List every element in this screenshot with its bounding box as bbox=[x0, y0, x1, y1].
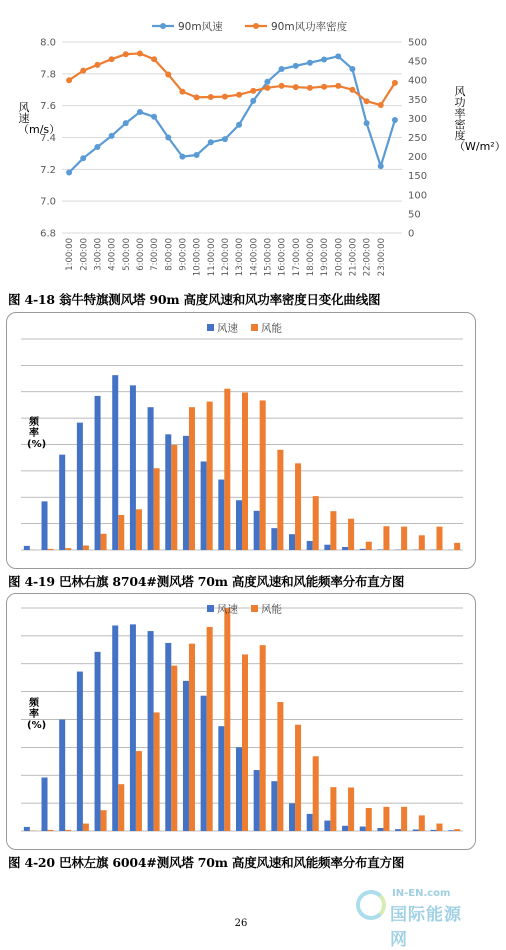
figure-caption: 图 4-18 翁牛特旗测风塔 90m 高度风速和风功率密度日变化曲线图 bbox=[8, 290, 380, 308]
watermark-en: IN-EN.com bbox=[392, 888, 450, 899]
bar-wind-energy bbox=[224, 608, 230, 831]
bar-wind-energy bbox=[260, 400, 266, 550]
y-tick-label-right: 50 bbox=[408, 209, 421, 220]
bar-wind-speed bbox=[430, 830, 436, 831]
legend-swatch bbox=[207, 324, 214, 331]
legend-label: 风能 bbox=[261, 603, 282, 616]
x-tick-label: 3:00:00 bbox=[93, 238, 103, 271]
legend-marker bbox=[160, 23, 166, 29]
bar-wind-energy bbox=[366, 542, 372, 550]
bar-wind-energy bbox=[313, 496, 319, 550]
bar-wind-energy bbox=[295, 463, 301, 550]
bar-wind-speed bbox=[448, 830, 454, 831]
bar-wind-speed bbox=[112, 625, 118, 831]
figure-caption: 图 4-20 巴林左旗 6004#测风塔 70m 高度风速和风能频率分布直方图 bbox=[8, 853, 404, 871]
data-point bbox=[335, 83, 341, 89]
bar-wind-energy bbox=[118, 515, 124, 550]
y-tick-label-left: 7.4 bbox=[40, 133, 56, 144]
histogram-chart bbox=[7, 594, 477, 851]
page-number: 26 bbox=[0, 918, 482, 929]
bar-wind-speed bbox=[59, 720, 65, 832]
data-point bbox=[236, 122, 242, 128]
bar-wind-speed bbox=[130, 385, 136, 550]
bar-wind-speed bbox=[289, 534, 295, 550]
data-point bbox=[222, 94, 228, 100]
y-tick-label-right: 400 bbox=[408, 76, 427, 87]
bar-wind-energy bbox=[171, 666, 177, 831]
data-point bbox=[279, 66, 285, 72]
bar-wind-speed bbox=[307, 814, 313, 831]
bar-wind-speed bbox=[201, 696, 207, 831]
watermark-logo bbox=[356, 886, 478, 928]
data-point bbox=[151, 114, 157, 120]
bar-wind-speed bbox=[24, 546, 30, 550]
data-point bbox=[194, 94, 200, 100]
bar-wind-speed bbox=[201, 461, 207, 550]
bar-wind-energy bbox=[154, 712, 160, 831]
bar-wind-energy bbox=[65, 830, 71, 831]
figure-caption: 图 4-19 巴林右旗 8704#测风塔 70m 高度风速和风能频率分布直方图 bbox=[8, 572, 404, 590]
bar-wind-energy bbox=[207, 627, 213, 831]
bar-wind-speed bbox=[236, 747, 242, 831]
bar-wind-speed bbox=[95, 396, 101, 550]
x-tick-label: 8:00:00 bbox=[164, 238, 174, 271]
data-point bbox=[392, 80, 398, 86]
y-tick-label-right: 150 bbox=[408, 171, 427, 182]
bar-wind-speed bbox=[59, 455, 65, 550]
bar-wind-energy bbox=[313, 756, 319, 831]
data-point bbox=[307, 60, 313, 66]
data-point bbox=[179, 89, 185, 95]
x-tick-label: 17:00:00 bbox=[292, 238, 302, 276]
data-point bbox=[123, 51, 129, 57]
bar-wind-speed bbox=[77, 672, 83, 831]
x-tick-label: 14:00:00 bbox=[249, 238, 259, 276]
bar-wind-energy bbox=[419, 815, 425, 831]
x-tick-label: 13:00:00 bbox=[235, 238, 245, 276]
y-tick-label-right: 450 bbox=[408, 57, 427, 68]
bar-wind-speed bbox=[324, 545, 330, 550]
bar-wind-energy bbox=[401, 527, 407, 550]
data-point bbox=[378, 102, 384, 108]
y-tick-label-left: 7.2 bbox=[40, 165, 56, 176]
bar-wind-speed bbox=[360, 549, 366, 550]
data-point bbox=[94, 62, 100, 68]
bar-wind-speed bbox=[271, 528, 277, 550]
bar-wind-speed bbox=[112, 375, 118, 550]
bar-wind-energy bbox=[83, 824, 89, 831]
watermark-cn: 国际能源网 bbox=[390, 900, 478, 950]
data-point bbox=[109, 56, 115, 62]
x-tick-label: 5:00:00 bbox=[122, 238, 132, 271]
bar-wind-energy bbox=[260, 645, 266, 831]
bar-wind-energy bbox=[401, 807, 407, 831]
legend-label: 风速 bbox=[217, 322, 238, 335]
histogram-chart bbox=[7, 313, 477, 570]
y-tick-label-left: 7.0 bbox=[40, 197, 56, 208]
line-chart bbox=[6, 4, 476, 286]
legend-label: 90m风速 bbox=[178, 20, 223, 33]
x-tick-label: 9:00:00 bbox=[178, 238, 188, 271]
y-tick-label-right: 100 bbox=[408, 190, 427, 201]
bar-wind-speed bbox=[395, 829, 401, 831]
x-tick-label: 10:00:00 bbox=[193, 238, 203, 276]
bar-wind-energy bbox=[65, 548, 71, 550]
bar-wind-speed bbox=[95, 652, 101, 831]
bar-wind-speed bbox=[254, 511, 260, 550]
bar-wind-energy bbox=[348, 788, 354, 831]
bar-wind-speed bbox=[289, 803, 295, 831]
x-tick-label: 18:00:00 bbox=[306, 238, 316, 276]
data-point bbox=[392, 117, 398, 123]
x-tick-label: 16:00:00 bbox=[278, 238, 288, 276]
data-point bbox=[80, 155, 86, 161]
data-point bbox=[123, 120, 129, 126]
bar-wind-energy bbox=[189, 407, 195, 550]
x-tick-label: 6:00:00 bbox=[136, 238, 146, 271]
data-point bbox=[236, 92, 242, 98]
bar-wind-speed bbox=[377, 828, 383, 831]
x-tick-label: 23:00:00 bbox=[377, 238, 387, 276]
data-point bbox=[194, 152, 200, 158]
right-axis-title: 风功率密度（W/m²） bbox=[454, 86, 466, 152]
bar-wind-energy bbox=[277, 702, 283, 831]
data-point bbox=[307, 85, 313, 91]
bar-wind-energy bbox=[136, 751, 142, 831]
bar-wind-speed bbox=[360, 827, 366, 831]
data-point bbox=[137, 50, 143, 56]
legend-swatch bbox=[251, 605, 258, 612]
y-tick-label-left: 7.6 bbox=[40, 101, 56, 112]
bar-wind-energy bbox=[366, 808, 372, 831]
x-tick-label: 20:00:00 bbox=[334, 238, 344, 276]
legend-label: 风能 bbox=[261, 322, 282, 335]
legend-label: 风速 bbox=[217, 603, 238, 616]
data-point bbox=[165, 71, 171, 77]
bar-wind-energy bbox=[436, 824, 442, 831]
bar-wind-speed bbox=[413, 830, 419, 831]
legend-label: 90m风功率密度 bbox=[271, 20, 348, 33]
line-chart-panel bbox=[6, 4, 476, 286]
bar-wind-energy bbox=[330, 787, 336, 831]
data-point bbox=[293, 84, 299, 90]
left-axis-title: 风速（m/s） bbox=[18, 102, 30, 135]
y-axis-title: 频率(%) bbox=[27, 698, 41, 731]
x-tick-label: 22:00:00 bbox=[363, 238, 373, 276]
bar-chart-panel bbox=[6, 593, 476, 850]
bar-wind-energy bbox=[436, 527, 442, 550]
bar-wind-energy bbox=[136, 509, 142, 550]
bar-wind-speed bbox=[342, 547, 348, 550]
bar-wind-energy bbox=[454, 829, 460, 831]
y-tick-label-right: 350 bbox=[408, 95, 427, 106]
bar-wind-speed bbox=[307, 541, 313, 550]
bar-wind-energy bbox=[454, 543, 460, 550]
bar-wind-speed bbox=[165, 434, 171, 550]
y-tick-label-left: 8.0 bbox=[40, 38, 56, 49]
data-point bbox=[378, 163, 384, 169]
data-point bbox=[279, 83, 285, 89]
bar-wind-speed bbox=[377, 549, 383, 550]
x-tick-label: 1:00:00 bbox=[65, 238, 75, 271]
x-tick-label: 7:00:00 bbox=[150, 238, 160, 271]
bar-wind-energy bbox=[189, 644, 195, 831]
bar-wind-energy bbox=[118, 784, 124, 831]
bar-wind-speed bbox=[42, 777, 48, 831]
x-tick-label: 4:00:00 bbox=[108, 238, 118, 271]
bar-wind-speed bbox=[254, 770, 260, 831]
bar-wind-energy bbox=[295, 725, 301, 831]
bar-wind-speed bbox=[183, 681, 189, 831]
bar-wind-speed bbox=[324, 821, 330, 831]
data-point bbox=[335, 53, 341, 59]
bar-wind-energy bbox=[330, 511, 336, 550]
bar-wind-speed bbox=[130, 624, 136, 831]
bar-wind-energy bbox=[242, 393, 248, 550]
y-tick-label-right: 300 bbox=[408, 114, 427, 125]
bar-wind-speed bbox=[183, 436, 189, 550]
bar-chart-panel bbox=[6, 312, 476, 569]
bar-wind-speed bbox=[148, 407, 154, 550]
bar-wind-energy bbox=[101, 810, 107, 831]
data-point bbox=[321, 84, 327, 90]
bar-wind-speed bbox=[148, 631, 154, 831]
y-tick-label-right: 200 bbox=[408, 152, 427, 163]
y-tick-label-left: 6.8 bbox=[40, 229, 56, 240]
bar-wind-energy bbox=[48, 549, 54, 550]
x-tick-label: 19:00:00 bbox=[320, 238, 330, 276]
series-line bbox=[69, 53, 395, 105]
data-point bbox=[349, 87, 355, 93]
y-tick-label-right: 500 bbox=[408, 38, 427, 49]
bar-wind-speed bbox=[342, 826, 348, 831]
y-tick-label-left: 7.8 bbox=[40, 69, 56, 80]
data-point bbox=[364, 98, 370, 104]
bar-wind-energy bbox=[224, 389, 230, 550]
x-tick-label: 21:00:00 bbox=[348, 238, 358, 276]
y-tick-label-right: 250 bbox=[408, 133, 427, 144]
data-point bbox=[364, 120, 370, 126]
data-point bbox=[250, 98, 256, 104]
bar-wind-speed bbox=[42, 501, 48, 550]
bar-wind-energy bbox=[383, 807, 389, 831]
logo-ring-icon bbox=[356, 890, 386, 920]
data-point bbox=[179, 154, 185, 160]
data-point bbox=[321, 57, 327, 63]
legend-swatch bbox=[207, 605, 214, 612]
y-axis-title: 频率(%) bbox=[27, 417, 41, 450]
data-point bbox=[151, 56, 157, 62]
data-point bbox=[264, 79, 270, 85]
data-point bbox=[109, 133, 115, 139]
bar-wind-energy bbox=[48, 830, 54, 831]
x-tick-label: 15:00:00 bbox=[263, 238, 273, 276]
data-point bbox=[250, 88, 256, 94]
x-tick-label: 2:00:00 bbox=[79, 238, 89, 271]
x-tick-label: 12:00:00 bbox=[221, 238, 231, 276]
data-point bbox=[293, 63, 299, 69]
bar-wind-speed bbox=[218, 480, 224, 550]
data-point bbox=[222, 136, 228, 142]
data-point bbox=[208, 94, 214, 100]
data-point bbox=[80, 68, 86, 74]
data-point bbox=[208, 139, 214, 145]
data-point bbox=[349, 66, 355, 72]
bar-wind-energy bbox=[101, 534, 107, 550]
bar-wind-speed bbox=[236, 500, 242, 550]
bar-wind-energy bbox=[171, 445, 177, 550]
bar-wind-speed bbox=[271, 781, 277, 831]
data-point bbox=[264, 85, 270, 91]
data-point bbox=[94, 144, 100, 150]
y-tick-label-right: 0 bbox=[408, 229, 414, 240]
data-point bbox=[66, 170, 72, 176]
data-point bbox=[66, 77, 72, 83]
bar-wind-speed bbox=[77, 423, 83, 550]
bar-wind-energy bbox=[419, 535, 425, 550]
data-point bbox=[165, 135, 171, 141]
bar-wind-energy bbox=[242, 654, 248, 831]
bar-wind-speed bbox=[24, 827, 30, 831]
bar-wind-energy bbox=[383, 526, 389, 550]
bar-wind-energy bbox=[207, 402, 213, 550]
data-point bbox=[137, 109, 143, 115]
bar-wind-speed bbox=[165, 643, 171, 831]
bar-wind-energy bbox=[83, 545, 89, 550]
bar-wind-speed bbox=[218, 726, 224, 831]
bar-wind-energy bbox=[277, 450, 283, 550]
legend-marker bbox=[253, 23, 259, 29]
bar-wind-energy bbox=[348, 519, 354, 550]
legend-swatch bbox=[251, 324, 258, 331]
bar-wind-energy bbox=[154, 468, 160, 550]
x-tick-label: 11:00:00 bbox=[207, 238, 217, 276]
